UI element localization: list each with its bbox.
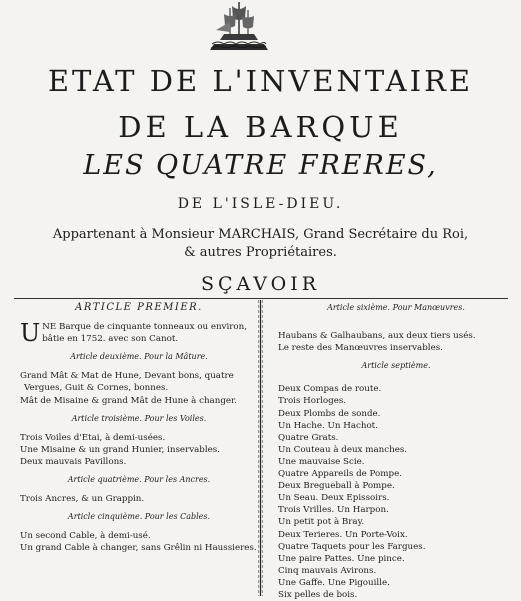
drop-cap: U (20, 319, 41, 348)
inventory-item: Six pelles de bois. (278, 589, 358, 600)
owner-line: Appartenant à Monsieur MARCHAIS, Grand Secrétaire du Roi, (52, 227, 469, 242)
article-2-line: Vergues, Guit & Cornes, bonnes. (24, 383, 169, 394)
inventory-item: Une Gaffe. Une Pigouille. (278, 577, 390, 588)
article-2-line: Grand Mât & Mat de Hune, Devant bons, quatre (20, 371, 234, 382)
column-divider-ornament (258, 300, 263, 596)
inventory-item: Deux Bregueball à Pompe. (278, 481, 395, 492)
article-2-heading: Article deuxième. Pour la Mâture. (70, 352, 208, 362)
inventory-item: Deux Plombs de sonde. (278, 408, 381, 419)
title-line-2: DE LA BARQUE (118, 110, 403, 144)
article-6-heading: Article sixième. Pour Manœuvres. (327, 303, 465, 312)
article-1-body (20, 319, 258, 348)
article-1-line: bâtie en 1752. avec son Canot. (42, 334, 179, 345)
inventory-item: Trois Horloges. (278, 396, 347, 407)
inventory-item: Trois Vrilles. Un Harpon. (278, 505, 389, 516)
article-1-heading: ARTICLE PREMIER. (75, 302, 203, 313)
article-1-line: NE Barque de cinquante tonneaux ou environ, (42, 322, 247, 333)
inventory-item: Une paire Pattes. Une pince. (278, 553, 405, 564)
article-3-line: Une Misaine & un grand Hunier, inservables. (20, 444, 220, 455)
article-4-line: Trois Ancres, & un Grappin. (20, 494, 145, 505)
article-5-heading: Article cinquième. Pour les Cables. (67, 512, 211, 522)
scavoir-heading: SÇAVOIR (200, 273, 321, 295)
article-6-line: Le reste des Manœuvres inservables. (278, 343, 443, 354)
inventory-item: Deux Terieres. Un Porte-Voix. (278, 529, 408, 540)
ship-name: LES QUATRE FRERES, (83, 150, 438, 181)
article-7-heading: Article septième. (361, 361, 431, 371)
article-5-line: Un second Cable, à demi-usé. (20, 531, 151, 542)
owner-line-2: & autres Propriétaires. (184, 245, 337, 260)
inventory-item: Un Hache. Un Hachot. (278, 420, 378, 431)
article-2-line: Mât de Misaine & grand Mât de Hune à changer. (20, 395, 237, 406)
article-3-heading: Article troisième. Pour les Voiles. (71, 413, 207, 423)
title-line-1: ETAT DE L'INVENTAIRE (47, 64, 474, 98)
inventory-item: Deux Compas de route. (278, 384, 382, 395)
inventory-item: Un Couteau à deux manches. (278, 444, 408, 455)
inventory-item: Une mauvaise Scie. (278, 456, 365, 467)
port-name: DE L'ISLE-DIEU. (177, 196, 344, 212)
article-6-line: Haubans & Galhaubans, aux deux tiers usés. (278, 331, 476, 342)
horizontal-rule (14, 298, 508, 299)
inventory-item: Quatre Appareils de Pompe. (278, 469, 402, 480)
left-column (20, 302, 258, 555)
inventory-item: Un Seau. Deux Epissoirs. (278, 493, 390, 504)
inventory-item: Un petit pot à Bray. (278, 517, 365, 528)
article-5-line: Un grand Cable à changer, sans Grêlin ni Haussieres. (20, 543, 257, 554)
article-3-line: Trois Voiles d'Etai, à demi-usées. (20, 432, 166, 443)
inventory-item: Cinq mauvais Avirons. (278, 565, 377, 576)
owner-block (0, 226, 521, 262)
right-column (278, 302, 514, 601)
article-3-line: Deux mauvais Pavillons. (20, 456, 127, 467)
inventory-item: Quatre Grats. (278, 432, 339, 443)
inventory-item: Quatre Taquets pour les Fargues. (278, 541, 426, 552)
ship-vignette-ornament (208, 0, 270, 52)
article-4-heading: Article quatrième. Pour les Ancres. (67, 475, 211, 485)
